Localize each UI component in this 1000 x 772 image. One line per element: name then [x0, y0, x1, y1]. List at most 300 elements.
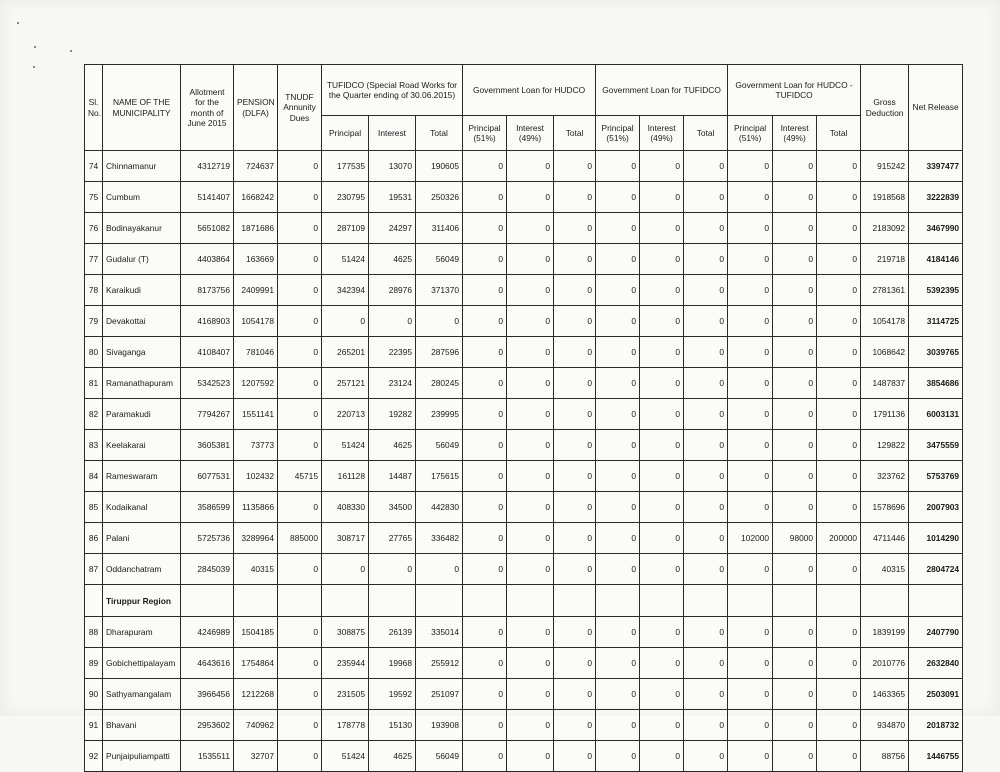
value-cell: 4168903 [181, 306, 234, 337]
value-cell: 265201 [322, 337, 369, 368]
table-row [85, 151, 963, 182]
net-release-cell: 3222839 [909, 182, 963, 213]
value-cell: 27765 [369, 523, 416, 554]
value-cell: 0 [817, 306, 861, 337]
value-cell: 0 [817, 741, 861, 772]
value-cell: 0 [596, 151, 640, 182]
value-cell: 255912 [416, 648, 463, 679]
value-cell: 0 [684, 244, 728, 275]
region-sl-cell [85, 585, 103, 617]
value-cell: 5651082 [181, 213, 234, 244]
value-cell: 0 [554, 399, 596, 430]
scan-speck [70, 50, 72, 52]
value-cell: 0 [507, 275, 554, 306]
value-cell: 0 [463, 306, 507, 337]
net-release-cell: 2503091 [909, 679, 963, 710]
value-cell: 0 [463, 523, 507, 554]
net-release-cell: 5392395 [909, 275, 963, 306]
serial-number-cell: 90 [85, 679, 103, 710]
value-cell: 0 [684, 492, 728, 523]
table-row [85, 430, 963, 461]
value-cell: 0 [278, 617, 322, 648]
value-cell: 0 [817, 679, 861, 710]
value-cell: 0 [278, 368, 322, 399]
value-cell: 0 [554, 151, 596, 182]
value-cell: 0 [322, 554, 369, 585]
value-cell: 0 [507, 151, 554, 182]
value-cell: 0 [507, 399, 554, 430]
value-cell: 0 [596, 213, 640, 244]
municipality-name-cell: Paramakudi [103, 399, 181, 430]
value-cell: 129822 [861, 430, 909, 461]
municipality-name-cell: Karaikudi [103, 275, 181, 306]
value-cell: 0 [463, 275, 507, 306]
value-cell: 0 [684, 182, 728, 213]
subheader-total: Total [817, 116, 861, 151]
value-cell: 1054178 [234, 306, 278, 337]
value-cell: 0 [640, 523, 684, 554]
value-cell: 0 [773, 399, 817, 430]
serial-number-cell: 74 [85, 151, 103, 182]
value-cell: 0 [640, 679, 684, 710]
net-release-cell: 2007903 [909, 492, 963, 523]
value-cell: 2845039 [181, 554, 234, 585]
value-cell: 98000 [773, 523, 817, 554]
value-cell: 287596 [416, 337, 463, 368]
value-cell: 0 [554, 741, 596, 772]
value-cell: 0 [773, 679, 817, 710]
value-cell: 0 [507, 741, 554, 772]
value-cell: 0 [507, 368, 554, 399]
value-cell: 308717 [322, 523, 369, 554]
value-cell: 6077531 [181, 461, 234, 492]
region-heading-section [85, 585, 963, 617]
value-cell: 885000 [278, 523, 322, 554]
value-cell: 23124 [369, 368, 416, 399]
subheader-principal: Principal (51%) [463, 116, 507, 151]
value-cell: 0 [773, 492, 817, 523]
value-cell: 0 [463, 617, 507, 648]
value-cell: 0 [369, 554, 416, 585]
value-cell: 200000 [817, 523, 861, 554]
value-cell: 724637 [234, 151, 278, 182]
region-row [85, 585, 963, 617]
header-gov-loan-tufidco: Government Loan for TUFIDCO [596, 65, 728, 116]
value-cell: 178778 [322, 710, 369, 741]
value-cell: 0 [278, 182, 322, 213]
value-cell: 0 [640, 710, 684, 741]
serial-number-cell: 79 [85, 306, 103, 337]
value-cell: 0 [554, 648, 596, 679]
value-cell: 2409991 [234, 275, 278, 306]
value-cell: 190605 [416, 151, 463, 182]
value-cell: 0 [640, 275, 684, 306]
value-cell: 0 [596, 368, 640, 399]
serial-number-cell: 89 [85, 648, 103, 679]
net-release-cell: 5753769 [909, 461, 963, 492]
table-row [85, 306, 963, 337]
subheader-principal: Principal (51%) [596, 116, 640, 151]
value-cell: 0 [278, 492, 322, 523]
value-cell: 0 [728, 213, 773, 244]
value-cell: 0 [728, 430, 773, 461]
table-row [85, 461, 963, 492]
value-cell: 0 [507, 337, 554, 368]
net-release-cell: 3039765 [909, 337, 963, 368]
value-cell: 0 [596, 523, 640, 554]
value-cell: 177535 [322, 151, 369, 182]
value-cell: 0 [596, 741, 640, 772]
value-cell: 0 [640, 461, 684, 492]
header-allotment: Allotment for the month of June 2015 [181, 65, 234, 151]
value-cell: 15130 [369, 710, 416, 741]
value-cell: 0 [684, 399, 728, 430]
value-cell: 2183092 [861, 213, 909, 244]
value-cell: 40315 [234, 554, 278, 585]
value-cell: 1504185 [234, 617, 278, 648]
value-cell: 915242 [861, 151, 909, 182]
value-cell: 51424 [322, 244, 369, 275]
value-cell: 0 [684, 617, 728, 648]
value-cell: 0 [596, 617, 640, 648]
value-cell: 1535511 [181, 741, 234, 772]
serial-number-cell: 78 [85, 275, 103, 306]
value-cell: 308875 [322, 617, 369, 648]
value-cell: 0 [773, 244, 817, 275]
table-row [85, 617, 963, 648]
serial-number-cell: 76 [85, 213, 103, 244]
value-cell: 0 [463, 461, 507, 492]
value-cell: 0 [684, 554, 728, 585]
value-cell: 1918568 [861, 182, 909, 213]
value-cell: 231505 [322, 679, 369, 710]
value-cell: 0 [596, 492, 640, 523]
value-cell: 0 [554, 492, 596, 523]
value-cell: 0 [554, 275, 596, 306]
value-cell: 4625 [369, 430, 416, 461]
value-cell: 0 [507, 430, 554, 461]
value-cell: 0 [278, 648, 322, 679]
value-cell: 0 [773, 275, 817, 306]
value-cell: 1578696 [861, 492, 909, 523]
value-cell: 0 [463, 399, 507, 430]
value-cell: 4625 [369, 244, 416, 275]
value-cell: 1791136 [861, 399, 909, 430]
value-cell: 0 [554, 213, 596, 244]
value-cell: 0 [278, 151, 322, 182]
value-cell: 161128 [322, 461, 369, 492]
serial-number-cell: 84 [85, 461, 103, 492]
value-cell: 0 [817, 461, 861, 492]
value-cell: 1551141 [234, 399, 278, 430]
value-cell: 0 [463, 679, 507, 710]
value-cell: 0 [278, 399, 322, 430]
value-cell: 0 [773, 461, 817, 492]
serial-number-cell: 75 [85, 182, 103, 213]
municipality-name-cell: Bodinayakanur [103, 213, 181, 244]
value-cell: 0 [554, 306, 596, 337]
value-cell: 0 [507, 554, 554, 585]
serial-number-cell: 87 [85, 554, 103, 585]
value-cell: 51424 [322, 741, 369, 772]
serial-number-cell: 88 [85, 617, 103, 648]
value-cell: 239995 [416, 399, 463, 430]
value-cell: 0 [463, 244, 507, 275]
value-cell: 4246989 [181, 617, 234, 648]
value-cell: 0 [817, 275, 861, 306]
value-cell: 2953602 [181, 710, 234, 741]
value-cell: 280245 [416, 368, 463, 399]
value-cell: 56049 [416, 430, 463, 461]
value-cell: 0 [278, 244, 322, 275]
value-cell: 3605381 [181, 430, 234, 461]
municipality-name-cell: Cumbum [103, 182, 181, 213]
value-cell: 193908 [416, 710, 463, 741]
value-cell: 28976 [369, 275, 416, 306]
value-cell: 0 [463, 710, 507, 741]
value-cell: 0 [554, 617, 596, 648]
value-cell: 781046 [234, 337, 278, 368]
value-cell: 0 [322, 306, 369, 337]
value-cell: 0 [684, 213, 728, 244]
value-cell: 0 [463, 648, 507, 679]
net-release-cell: 2407790 [909, 617, 963, 648]
value-cell: 0 [640, 368, 684, 399]
value-cell: 34500 [369, 492, 416, 523]
value-cell: 0 [278, 679, 322, 710]
value-cell: 1207592 [234, 368, 278, 399]
value-cell: 740962 [234, 710, 278, 741]
value-cell: 0 [596, 430, 640, 461]
value-cell: 0 [728, 368, 773, 399]
table-row [85, 182, 963, 213]
header-gov-loan-hudco-tufidco: Government Loan for HUDCO - TUFIDCO [728, 65, 861, 116]
value-cell: 1054178 [861, 306, 909, 337]
value-cell: 0 [278, 337, 322, 368]
net-release-cell: 2632840 [909, 648, 963, 679]
municipality-name-cell: Devakottai [103, 306, 181, 337]
scan-speck [33, 66, 35, 68]
municipality-name-cell: Dharapuram [103, 617, 181, 648]
value-cell: 0 [817, 151, 861, 182]
municipality-name-cell: Oddanchatram [103, 554, 181, 585]
table-row [85, 368, 963, 399]
value-cell: 0 [773, 648, 817, 679]
value-cell: 0 [773, 182, 817, 213]
value-cell: 0 [817, 492, 861, 523]
value-cell: 3586599 [181, 492, 234, 523]
municipality-name-cell: Gobichettipalayam [103, 648, 181, 679]
value-cell: 0 [684, 710, 728, 741]
value-cell: 0 [554, 244, 596, 275]
value-cell: 0 [684, 337, 728, 368]
municipality-name-cell: Bhavani [103, 710, 181, 741]
value-cell: 32707 [234, 741, 278, 772]
serial-number-cell: 82 [85, 399, 103, 430]
value-cell: 5342523 [181, 368, 234, 399]
municipality-name-cell: Ramanathapuram [103, 368, 181, 399]
value-cell: 0 [817, 617, 861, 648]
value-cell: 19592 [369, 679, 416, 710]
value-cell: 0 [507, 710, 554, 741]
net-release-cell: 4184146 [909, 244, 963, 275]
value-cell: 0 [728, 244, 773, 275]
table-row [85, 523, 963, 554]
subheader-total: Total [684, 116, 728, 151]
municipality-name-cell: Palani [103, 523, 181, 554]
value-cell: 250326 [416, 182, 463, 213]
subheader-interest: Interest (49%) [507, 116, 554, 151]
value-cell: 219718 [861, 244, 909, 275]
value-cell: 40315 [861, 554, 909, 585]
value-cell: 0 [773, 554, 817, 585]
serial-number-cell: 77 [85, 244, 103, 275]
net-release-cell: 3854686 [909, 368, 963, 399]
net-release-cell: 1446755 [909, 741, 963, 772]
value-cell: 342394 [322, 275, 369, 306]
table-body-section-b [85, 617, 963, 772]
value-cell: 0 [463, 368, 507, 399]
table-row [85, 244, 963, 275]
value-cell: 0 [728, 617, 773, 648]
value-cell: 0 [684, 679, 728, 710]
value-cell: 1871686 [234, 213, 278, 244]
value-cell: 323762 [861, 461, 909, 492]
value-cell: 0 [507, 213, 554, 244]
value-cell: 1487837 [861, 368, 909, 399]
municipality-name-cell: Chinnamanur [103, 151, 181, 182]
value-cell: 0 [463, 151, 507, 182]
value-cell: 0 [773, 151, 817, 182]
value-cell: 0 [728, 306, 773, 337]
value-cell: 3289964 [234, 523, 278, 554]
value-cell: 0 [507, 244, 554, 275]
value-cell: 7794267 [181, 399, 234, 430]
value-cell: 0 [554, 461, 596, 492]
table-row [85, 741, 963, 772]
value-cell: 0 [684, 430, 728, 461]
value-cell: 0 [596, 182, 640, 213]
value-cell: 0 [463, 337, 507, 368]
value-cell: 0 [728, 399, 773, 430]
value-cell: 0 [507, 461, 554, 492]
value-cell: 0 [773, 741, 817, 772]
value-cell: 257121 [322, 368, 369, 399]
value-cell: 0 [640, 741, 684, 772]
value-cell: 0 [463, 741, 507, 772]
value-cell: 251097 [416, 679, 463, 710]
value-cell: 175615 [416, 461, 463, 492]
value-cell: 0 [817, 399, 861, 430]
table-row [85, 275, 963, 306]
value-cell: 0 [507, 306, 554, 337]
net-release-cell: 3475559 [909, 430, 963, 461]
net-release-cell: 2018732 [909, 710, 963, 741]
value-cell: 0 [640, 337, 684, 368]
value-cell: 0 [640, 399, 684, 430]
value-cell: 0 [728, 554, 773, 585]
value-cell: 0 [640, 430, 684, 461]
table-row [85, 399, 963, 430]
header-tnudf: TNUDF Annunity Dues [278, 65, 322, 151]
value-cell: 0 [507, 617, 554, 648]
value-cell: 1463365 [861, 679, 909, 710]
value-cell: 0 [507, 492, 554, 523]
value-cell: 2781361 [861, 275, 909, 306]
value-cell: 14487 [369, 461, 416, 492]
value-cell: 4403864 [181, 244, 234, 275]
value-cell: 0 [728, 461, 773, 492]
municipality-allotment-table [84, 64, 963, 772]
value-cell: 1068642 [861, 337, 909, 368]
net-release-cell: 3114725 [909, 306, 963, 337]
subheader-interest: Interest (49%) [773, 116, 817, 151]
value-cell: 235944 [322, 648, 369, 679]
value-cell: 0 [463, 554, 507, 585]
value-cell: 0 [640, 213, 684, 244]
value-cell: 335014 [416, 617, 463, 648]
value-cell: 0 [554, 182, 596, 213]
value-cell: 0 [596, 244, 640, 275]
subheader-total: Total [554, 116, 596, 151]
value-cell: 311406 [416, 213, 463, 244]
net-release-cell: 6003131 [909, 399, 963, 430]
value-cell: 0 [640, 492, 684, 523]
value-cell: 0 [773, 617, 817, 648]
value-cell: 0 [278, 554, 322, 585]
value-cell: 0 [817, 337, 861, 368]
value-cell: 0 [817, 430, 861, 461]
value-cell: 0 [728, 275, 773, 306]
scan-speck [34, 46, 36, 48]
value-cell: 22395 [369, 337, 416, 368]
value-cell: 0 [773, 213, 817, 244]
value-cell: 0 [463, 492, 507, 523]
value-cell: 0 [773, 306, 817, 337]
value-cell: 24297 [369, 213, 416, 244]
value-cell: 4108407 [181, 337, 234, 368]
value-cell: 0 [728, 648, 773, 679]
value-cell: 0 [278, 741, 322, 772]
value-cell: 0 [684, 151, 728, 182]
value-cell: 56049 [416, 741, 463, 772]
subheader-principal: Principal [322, 116, 369, 151]
value-cell: 0 [817, 648, 861, 679]
value-cell: 0 [640, 306, 684, 337]
value-cell: 0 [640, 617, 684, 648]
value-cell: 26139 [369, 617, 416, 648]
value-cell: 5725736 [181, 523, 234, 554]
value-cell: 2010776 [861, 648, 909, 679]
value-cell: 0 [773, 430, 817, 461]
value-cell: 0 [554, 554, 596, 585]
scan-speck [17, 22, 19, 24]
serial-number-cell: 85 [85, 492, 103, 523]
value-cell: 0 [684, 741, 728, 772]
table-row [85, 679, 963, 710]
value-cell: 0 [554, 430, 596, 461]
value-cell: 0 [554, 710, 596, 741]
value-cell: 0 [507, 182, 554, 213]
value-cell: 0 [278, 430, 322, 461]
serial-number-cell: 86 [85, 523, 103, 554]
value-cell: 1754864 [234, 648, 278, 679]
header-sl-no: Sl. No. [85, 65, 103, 151]
value-cell: 0 [817, 710, 861, 741]
value-cell: 230795 [322, 182, 369, 213]
subheader-interest: Interest (49%) [640, 116, 684, 151]
value-cell: 102000 [728, 523, 773, 554]
